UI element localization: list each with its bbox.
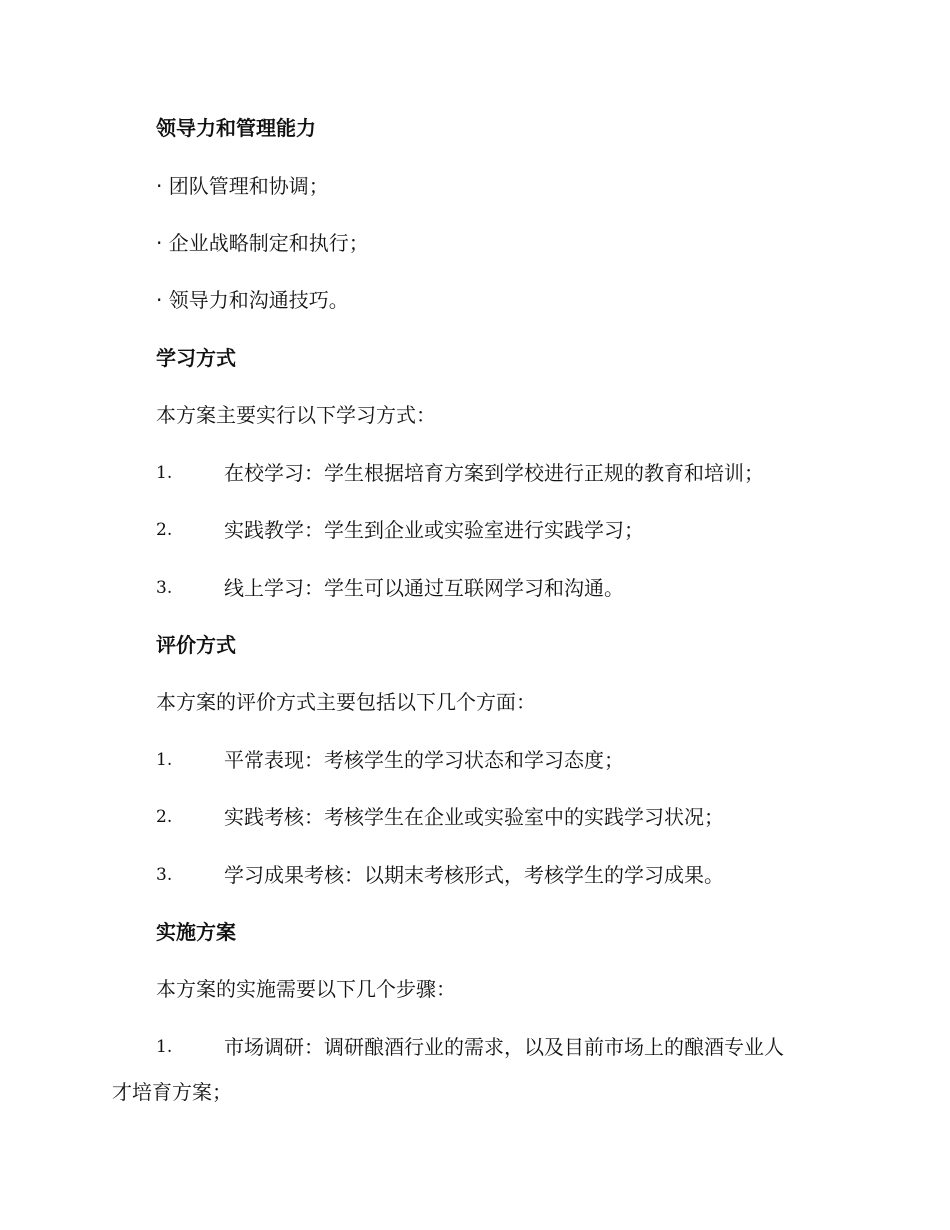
bullet-item: · 团队管理和协调； — [156, 174, 329, 198]
section-intro: 本方案的评价方式主要包括以下几个方面： — [156, 690, 536, 714]
list-item: 线上学习：学生可以通过互联网学习和沟通。 — [224, 576, 624, 600]
list-item: 实践考核：考核学生在企业或实验室中的实践学习状况； — [224, 805, 724, 829]
list-number: 2. — [156, 807, 173, 827]
section-heading-leadership: 领导力和管理能力 — [156, 116, 316, 140]
list-number: 3. — [156, 578, 173, 598]
list-item: 在校学习：学生根据培育方案到学校进行正规的教育和培训； — [224, 461, 764, 485]
section-heading-learning: 学习方式 — [156, 346, 236, 370]
section-heading-implementation: 实施方案 — [156, 920, 236, 944]
bullet-item: · 企业战略制定和执行； — [156, 231, 369, 255]
section-intro: 本方案的实施需要以下几个步骤： — [156, 977, 456, 1001]
list-item-continuation: 才培育方案； — [112, 1080, 232, 1104]
bullet-item: · 领导力和沟通技巧。 — [156, 288, 349, 312]
list-item: 学习成果考核：以期末考核形式，考核学生的学习成果。 — [224, 863, 724, 887]
list-number: 1. — [156, 1037, 173, 1057]
list-number: 2. — [156, 520, 173, 540]
list-number: 3. — [156, 865, 173, 885]
list-item: 平常表现：考核学生的学习状态和学习态度； — [224, 748, 624, 772]
list-number: 1. — [156, 463, 173, 483]
list-item: 实践教学：学生到企业或实验室进行实践学习； — [224, 518, 644, 542]
list-number: 1. — [156, 750, 173, 770]
section-intro: 本方案主要实行以下学习方式： — [156, 403, 436, 427]
list-item: 市场调研：调研酿酒行业的需求，以及目前市场上的酿酒专业人 — [224, 1035, 784, 1059]
section-heading-evaluation: 评价方式 — [156, 633, 236, 657]
